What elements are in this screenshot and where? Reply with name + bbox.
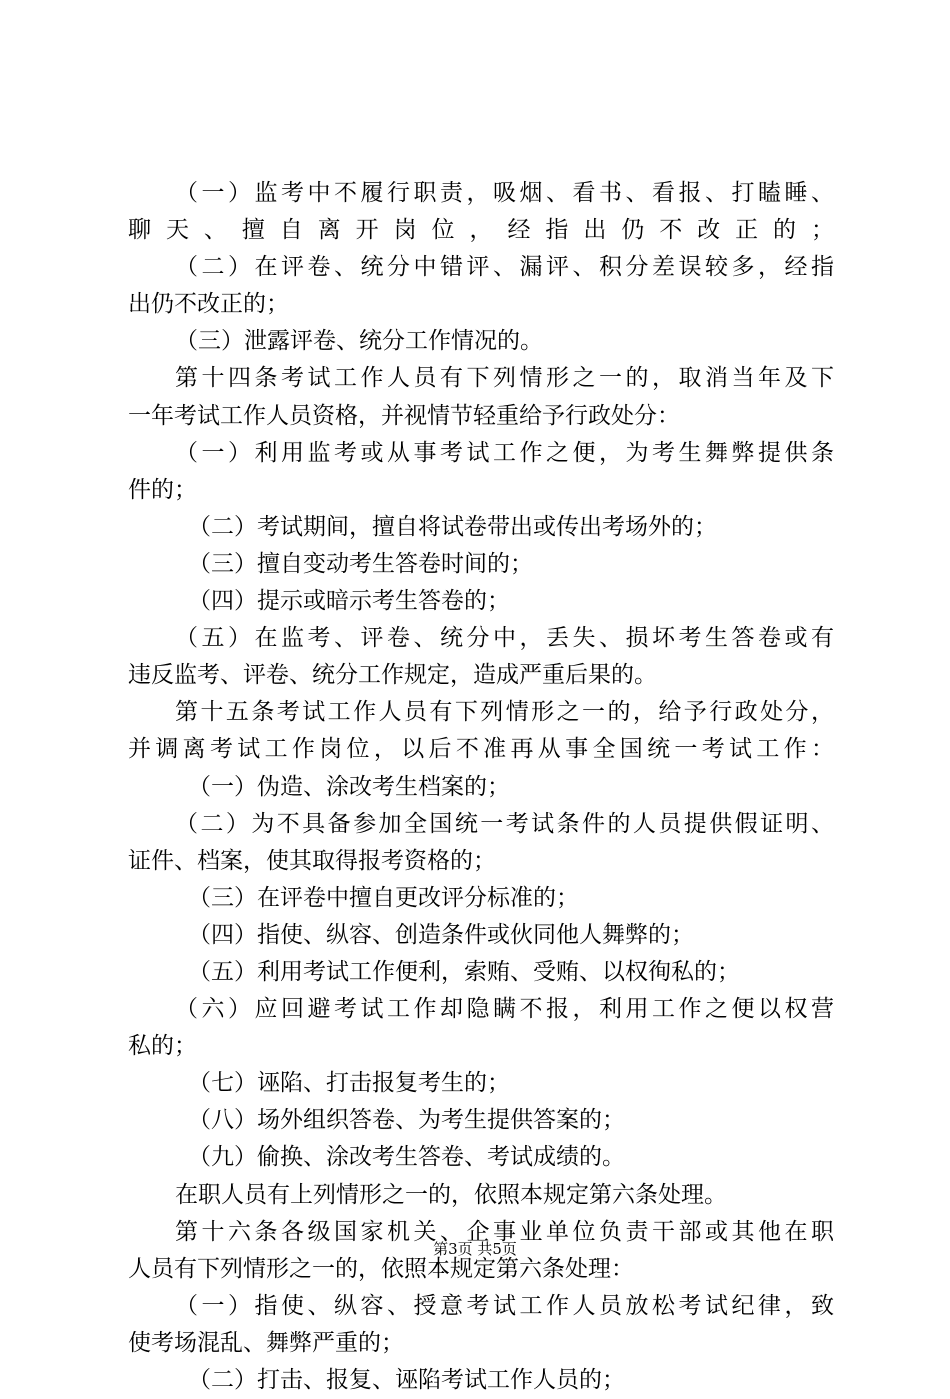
text-line: （三）在评卷中擅自更改评分标准的；: [188, 884, 579, 911]
text-line: （一）监考中不履行职责，吸烟、看书、看报、打瞌睡、: [175, 180, 834, 206]
text-line: （三）泄露评卷、统分工作情况的。: [175, 328, 543, 355]
text-line: （二）在评卷、统分中错评、漏评、积分差误较多，经指: [175, 254, 834, 281]
page-footer: 第3页 共5页: [433, 1240, 517, 1258]
text-line: 第十六条各级国家机关、企事业单位负责干部或其他在职: [175, 1218, 834, 1245]
text-line: （七）诬陷、打击报复考生的；: [188, 1070, 510, 1097]
text-line: 私的；: [128, 1033, 197, 1060]
text-line: 第十五条考试工作人员有下列情形之一的，给予行政处分，: [175, 699, 834, 726]
text-line: （五）利用考试工作便利，索贿、受贿、以权徇私的；: [188, 958, 740, 985]
text-line: （八）场外组织答卷、为考生提供答案的；: [188, 1107, 625, 1134]
document-body: [128, 175, 834, 1399]
text-line: 件的；: [128, 476, 197, 503]
text-line: 并调离考试工作岗位，以后不准再从事全国统一考试工作：: [128, 736, 834, 763]
text-line: （三）擅自变动考生答卷时间的；: [188, 550, 533, 577]
text-line: （二）打击、报复、诬陷考试工作人员的；: [188, 1367, 625, 1393]
text-line: （四）提示或暗示考生答卷的；: [188, 588, 510, 615]
text-line: 出仍不改正的；: [128, 291, 289, 318]
text-line: 违反监考、评卷、统分工作规定，造成严重后果的。: [128, 662, 657, 689]
text-line: （一）利用监考或从事考试工作之便，为考生舞弊提供条: [175, 439, 834, 466]
text-line: 聊天、擅自离开岗位，经指出仍不改正的；: [128, 217, 834, 244]
text-line: 证件、档案，使其取得报考资格的；: [128, 847, 496, 874]
text-line: 人员有下列情形之一的，依照本规定第六条处理：: [128, 1255, 634, 1282]
text-line: （一）伪造、涂改考生档案的；: [188, 773, 510, 800]
text-line: （二）考试期间，擅自将试卷带出或传出考场外的；: [188, 513, 717, 540]
text-line: 使考场混乱、舞弊严重的；: [128, 1329, 404, 1356]
text-line: （五）在监考、评卷、统分中，丢失、损坏考生答卷或有: [175, 625, 834, 652]
text-line: 在职人员有上列情形之一的，依照本规定第六条处理。: [175, 1181, 727, 1208]
text-line: （九）偷换、涂改考生答卷、考试成绩的。: [188, 1144, 625, 1171]
text-line: 第十四条考试工作人员有下列情形之一的，取消当年及下: [175, 365, 834, 392]
text-line: （一）指使、纵容、授意考试工作人员放松考试纪律，致: [175, 1292, 834, 1319]
text-line: （四）指使、纵容、创造条件或伙同他人舞弊的；: [188, 921, 694, 948]
text-line: （二）为不具备参加全国统一考试条件的人员提供假证明、: [175, 810, 834, 837]
text-line: 一年考试工作人员资格，并视情节轻重给予行政处分：: [128, 402, 680, 429]
text-line: （六）应回避考试工作却隐瞒不报，利用工作之便以权营: [175, 996, 834, 1023]
